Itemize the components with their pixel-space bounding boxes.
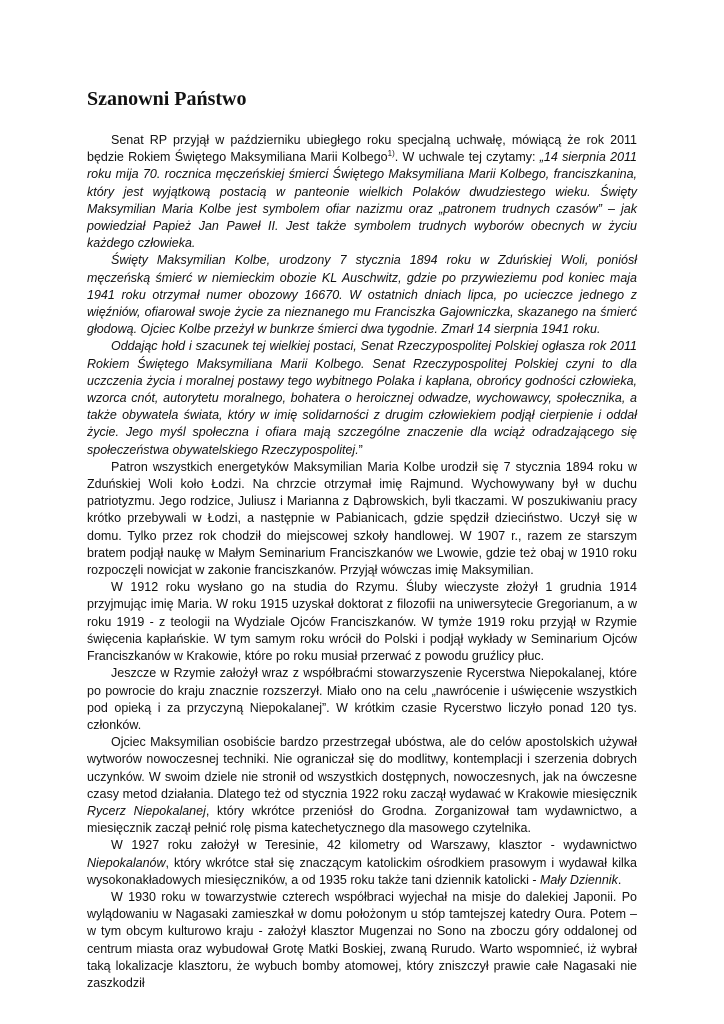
p8-c: , który wkrótce stał się znaczącym katolickim ośrodkiem prasowym i wydawał kilka wysokonakładowych miesięczników, a od 1935 roku także tani dziennik katolicki - xyxy=(87,855,637,887)
paragraph-1 xyxy=(87,132,637,252)
senate-quote-1: „14 sierpnia 2011 roku mija 70. rocznica męczeńskiej śmierci Świętego Maksymiliana Marii Kolbego, franciszkanina, który jest wyjątkową postacią w panteonie wielkich Polaków dwudziestego wieku. Święty Maksymilian Maria Kolbe jest symbolem ofiar nazizmu oraz „patronem trudnych czasów” – jak powiedział Papież Jan Paweł II. Jest także symbolem trudnych wyborów obecnych w życiu każdego człowieka. xyxy=(87,150,638,251)
publisher-name: Niepokalanów xyxy=(87,855,166,870)
newspaper-title: Mały Dziennik xyxy=(540,872,618,887)
p8-a: W 1927 roku założył w Teresinie, 42 kilometry od Warszawy, klasztor - wydawnictwo xyxy=(111,838,637,853)
quote-close: ” xyxy=(358,442,363,457)
p1-mid: . W uchwale tej czytamy: xyxy=(394,150,540,165)
paragraph-8 xyxy=(87,837,637,889)
footnote-marker: 1) xyxy=(387,149,395,159)
paragraph-5: W 1912 roku wysłano go na studia do Rzymu. Śluby wieczyste złożył 1 grudnia 1914 przyjmując imię Maria. W roku 1915 uzyskał doktorat z filozofii na uniwersytecie Gregorianum, a w roku 1919 - z teologii na Wydziale Ojców Franciszkanów. W tymże 1919 roku przyjął w Rzymie święcenia kapłańskie. W tym samym roku wrócił do Polski i podjął wykłady w Seminarium Ojców Franciszkanów w Krakowie, które po roku musiał przerwać z powodu gruźlicy płuc. xyxy=(87,580,637,664)
p7-c: , który wkrótce przeniósł do Grodna. Zorganizował tam wydawnictwo, a miesięcznik zaczął pełnić rolę pisma katechetycznego dla masowego czytelnika. xyxy=(87,803,637,836)
paragraph-2 xyxy=(87,252,637,338)
p8-e: . xyxy=(617,872,622,887)
senate-quote-2: Święty Maksymilian Kolbe, urodzony 7 stycznia 1894 roku w Zduńskiej Woli, poniósł męczeńską śmierć w niemieckim obozie KL Auschwitz, gdzie po przywieziemu pod koniec maja 1941 roku otrzymał numer obozowy 16670. W ostatnich dniach lipca, po ucieczce jednego z więźniów, ofiarował swoje życie za nieznanego mu Franciszka Gajowniczka, skazanego na śmierć głodową. Ojciec Kolbe przeżył w bunkrze śmierci dwa tygodnie. Zmarł 14 sierpnia 1941 roku. xyxy=(87,253,637,337)
paragraph-3 xyxy=(87,338,637,458)
magazine-title: Rycerz Niepokalanej xyxy=(87,803,206,818)
page-title: Szanowni Państwo xyxy=(87,88,247,110)
senate-quote-3: Oddając hołd i szacunek tej wielkiej postaci, Senat Rzeczypospolitej Polskiej ogłasza rok 2011 Rokiem Świętego Maksymiliana Marii Kolbego. Senat Rzeczypospolitej Polskiej czyni to dla uczczenia życia i moralnej postawy tego wybitnego Polaka i kapłana, obrońcy godności człowieka, wzorca cnót, autorytetu moralnego, bohatera o heroicznej odwadze, wychowawcy, społecznika, a także obywatela świata, który w imię solidarności z drugim człowiekiem podjął cierpienie i oddał życie. Jego myśl społeczna i ofiara mają szczególne znaczenie dla wciąż odradzającego się społeczeństwa obywatelskiego Rzeczypospolitej. xyxy=(87,339,637,457)
paragraph-4: Patron wszystkich energetyków Maksymilian Maria Kolbe urodził się 7 stycznia 1894 roku w Zduńskiej Woli koło Łodzi. Na chrzcie otrzymał imię Rajmund. Wychowywany był w duchu patriotyzmu. Jego rodzice, Juliusz i Marianna z Dąbrowskich, byli tkaczami. W poszukiwaniu pracy krótko przebywali w Łodzi, a następnie w Pabianicach, gdzie spędził dzieciństwo. Uczył się w domu. Tylko przez rok chodził do miejscowej szkoły handlowej. W 1907 r., razem ze starszym bratem podjął naukę w Małym Seminarium Franciszkanów we Lwowie, gdzie też obaj w 1910 roku rozpoczęli nowicjat w zakonie franciszkanów. Przyjął wówczas imię Maksymilian. xyxy=(87,459,637,578)
p1-lead: Senat RP przyjął w październiku ubiegłego roku specjalną uchwałę, mówiącą że rok 2011 będzie Rokiem Świętego Maksymiliana Marii Kolbego xyxy=(87,133,637,165)
p7-a: Ojciec Maksymilian osobiście bardzo przestrzegał ubóstwa, ale do celów apostolskich używał wytworów nowoczesnej techniki. Nie ograniczał się do modlitwy, kontemplacji i szerzenia dobrych uczynków. W swoim dziele nie stronił od wszystkich dostępnych, nowoczesnych, jak na ówczesne czasy metod działania. Dlatego też od stycznia 1922 roku zaczął wydawać w Krakowie miesięcznik xyxy=(87,735,637,801)
paragraph-7 xyxy=(87,734,637,837)
paragraph-9: W 1930 roku w towarzystwie czterech współbraci wyjechał na misje do dalekiej Japonii. Po wylądowaniu w Nagasaki zamieszkał w domu położonym u stóp tamtejszej katedry Oura. Potem – w tym obcym kulturowo kraju - założył klasztor Mugenzai no Sono na zboczu góry oddalonej od centrum miasta oraz wybudował Grotę Matki Boskiej, zwaną Rurudo. Warto wspomnieć, iż wybrał taką lokalizacje klasztoru, że wybuch bomby atomowej, który zniszczył prawie całe Nagasaki nie zaszkodził xyxy=(87,889,637,990)
paragraph-6: Jeszcze w Rzymie założył wraz z współbraćmi stowarzyszenie Rycerstwa Niepokalanej, które po powrocie do kraju znacznie rozszerzył. Miało ono na celu „nawrócenie i uświęcenie wszystkich pod opieką i za przyczyną Niepokalanej”. W krótkim czasie Rycerstwo liczyło ponad 120 tys. członków. xyxy=(87,666,637,732)
